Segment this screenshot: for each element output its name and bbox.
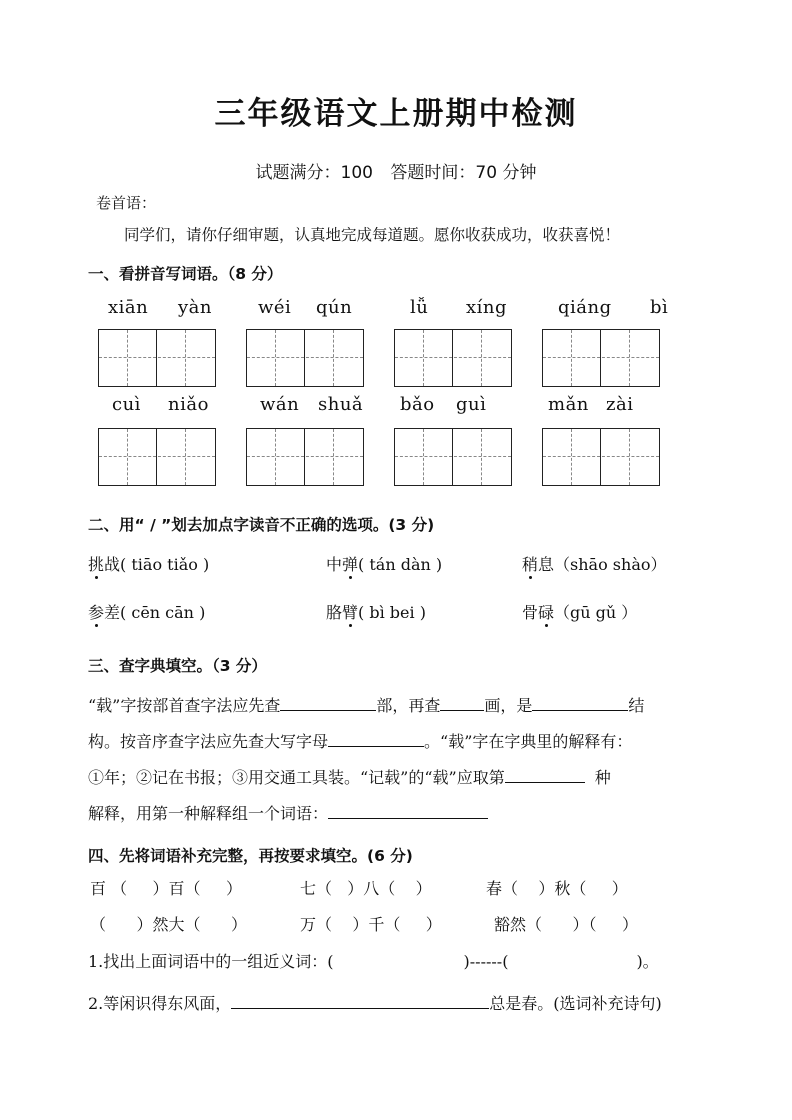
answer-blank[interactable] — [440, 696, 484, 711]
answer-blank[interactable] — [532, 696, 628, 711]
dictionary-line-1 — [88, 693, 644, 716]
pinyin: qún — [316, 297, 353, 318]
writing-grid-box[interactable] — [394, 428, 512, 486]
writing-grid-box[interactable] — [98, 329, 216, 387]
text: 。“载”字在字典里的解释有： — [424, 732, 633, 751]
char: 战 — [104, 555, 121, 574]
options[interactable]: （shāo shào） — [554, 555, 667, 574]
dotted-char: 挑 — [88, 552, 104, 575]
pronunciation-item — [326, 552, 442, 575]
answer-blank[interactable] — [280, 696, 376, 711]
pinyin: bì — [650, 297, 669, 318]
text: 种 — [594, 768, 611, 787]
text: 结 — [628, 696, 645, 715]
text: 解释，用第一种解释组一个词语： — [88, 804, 329, 823]
options[interactable]: ( tiāo tiǎo ) — [120, 555, 210, 574]
section-1-heading: 一、看拼音写词语。（8 分） — [88, 265, 283, 283]
exam-time: 答题时间：70 分钟 — [390, 163, 537, 183]
pinyin: shuǎ — [318, 394, 364, 415]
idiom-fill[interactable]: （ ）然大（ ） — [90, 915, 248, 934]
answer-blank[interactable] — [328, 804, 488, 819]
pinyin: wán — [260, 394, 300, 415]
full-score: 试题满分：100 — [255, 163, 373, 183]
pronunciation-item — [88, 600, 205, 623]
char: 差 — [104, 603, 121, 622]
page-title: 三年级语文上册期中检测 — [214, 96, 578, 132]
pinyin: lǚ — [410, 297, 429, 318]
pinyin: yàn — [178, 297, 212, 318]
text: )。 — [636, 952, 659, 971]
idiom-fill[interactable]: 七（ ）八（ ） — [300, 879, 432, 898]
idiom-fill[interactable]: 春（ ）秋（ ） — [486, 879, 628, 898]
options[interactable]: （gū gǔ ） — [554, 603, 638, 622]
exam-info — [0, 158, 792, 183]
text: 2.等闲识得东风面， — [88, 994, 232, 1013]
options[interactable]: ( tán dàn ) — [358, 555, 443, 574]
dotted-char: 参 — [88, 600, 104, 623]
dotted-char: 弹 — [342, 552, 358, 575]
writing-grid-box[interactable] — [394, 329, 512, 387]
dotted-char: 稍 — [522, 552, 538, 575]
writing-grid-box[interactable] — [542, 428, 660, 486]
text: 总是春。(选词补充诗句) — [489, 994, 662, 1013]
char: 骨 — [522, 603, 539, 622]
char: 中 — [326, 555, 343, 574]
pronunciation-item — [88, 552, 209, 575]
text: 画，是 — [484, 696, 533, 715]
dotted-char: 碌 — [538, 600, 554, 623]
section-4-heading: 四、先将词语补充完整，再按要求填空。(6 分) — [88, 847, 413, 865]
pinyin: niǎo — [168, 394, 209, 415]
pinyin: bǎo — [400, 394, 435, 415]
pinyin: wéi — [258, 297, 292, 318]
writing-grid-box[interactable] — [246, 329, 364, 387]
dictionary-line-4 — [88, 801, 488, 824]
idiom-fill[interactable]: 万（ ）千（ ） — [300, 915, 442, 934]
text: )------( — [463, 952, 509, 971]
pronunciation-item — [326, 600, 426, 623]
answer-blank[interactable] — [231, 994, 489, 1009]
pinyin: guì — [456, 394, 487, 415]
pinyin: mǎn — [548, 394, 589, 415]
text: ①年；②记在书报；③用交通工具装。“记载”的“载”应取第 — [88, 768, 505, 787]
pinyin: cuì — [112, 394, 141, 415]
dictionary-line-2 — [88, 729, 632, 752]
preface-text: 同学们，请你仔细审题，认真地完成每道题。愿你收获成功，收获喜悦！ — [124, 226, 621, 244]
text: 1.找出上面词语中的一组近义词：( — [88, 952, 334, 971]
answer-blank[interactable] — [505, 768, 585, 783]
section-2-heading: 二、用“ / ”划去加点字读音不正确的选项。(3 分) — [88, 516, 435, 534]
section-3-heading: 三、查字典填空。（3 分） — [88, 657, 267, 675]
pinyin: zài — [606, 394, 634, 415]
synonym-question — [88, 949, 659, 972]
options[interactable]: ( cēn cān ) — [120, 603, 206, 622]
text: “载”字按部首查字法应先查 — [88, 696, 281, 715]
char: 息 — [538, 555, 555, 574]
pronunciation-item — [522, 552, 667, 575]
dotted-char: 臂 — [342, 600, 358, 623]
text: 构。按音序查字法应先查大写字母 — [88, 732, 329, 751]
idiom-fill[interactable]: 豁然（ ）（ ） — [494, 915, 638, 934]
options[interactable]: ( bì bei ) — [358, 603, 426, 622]
pinyin: xiān — [108, 297, 149, 318]
writing-grid-box[interactable] — [246, 428, 364, 486]
answer-blank[interactable] — [328, 732, 424, 747]
pinyin: qiáng — [558, 297, 612, 318]
pronunciation-item — [522, 600, 637, 623]
preface-label: 卷首语： — [96, 194, 157, 212]
idiom-fill[interactable]: 百 （ ）百（ ） — [90, 879, 242, 898]
writing-grid-box[interactable] — [542, 329, 660, 387]
poem-question — [88, 991, 662, 1014]
dictionary-line-3 — [88, 765, 611, 788]
pinyin: xíng — [466, 297, 508, 318]
writing-grid-box[interactable] — [98, 428, 216, 486]
char: 胳 — [326, 603, 343, 622]
text: 部，再查 — [376, 696, 441, 715]
